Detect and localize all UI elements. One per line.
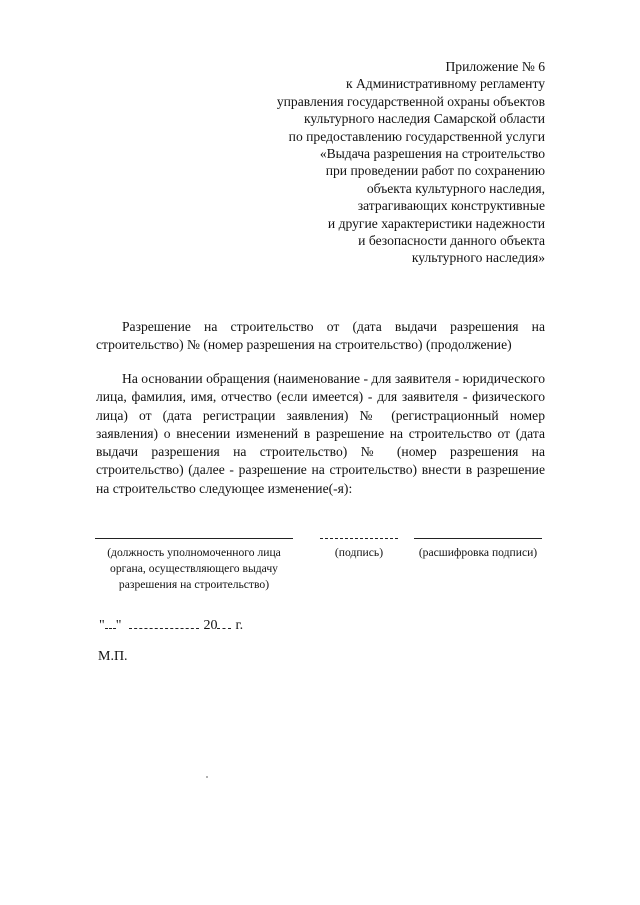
appendix-line: при проведении работ по сохранению — [325, 163, 545, 179]
appendix-line: Приложение № 6 — [445, 59, 545, 74]
signature-line — [320, 538, 398, 539]
day-blank — [105, 628, 116, 629]
appendix-line: к Административному регламенту — [345, 76, 545, 92]
signature-decoding-line — [414, 538, 542, 539]
appendix-line: культурного наследия» — [411, 250, 545, 266]
position-caption-line: органа, осуществляющего выдачу — [110, 562, 278, 575]
position-caption-line: разрешения на строительство) — [118, 578, 270, 591]
signature-caption: (подпись) — [334, 546, 384, 559]
appendix-line: управления государственной охраны объектов — [276, 93, 545, 109]
appendix-line: и безопасности данного объекта — [358, 233, 545, 249]
appendix-line: «Выдача разрешения на строительство — [319, 146, 545, 162]
position-caption-line: (должность уполномоченного лица — [107, 546, 281, 559]
date-quote-open: " — [99, 618, 105, 633]
scan-speck — [206, 776, 208, 778]
date-quote-close: " — [115, 618, 122, 633]
month-blank — [129, 628, 199, 629]
date-line — [99, 618, 243, 634]
position-caption — [88, 545, 300, 593]
appendix-header — [277, 58, 545, 267]
year-suffix: г. — [235, 618, 244, 633]
seal-label: М.П. — [98, 649, 128, 664]
permit-title-paragraph: Разрешение на строительство от (дата выдачи разрешения на строительство) № (номер разрешения на строительство) (продолжение) — [96, 319, 545, 353]
appendix-line: культурного наследия Самарской области — [303, 111, 545, 127]
year-prefix: 20 — [203, 618, 218, 633]
appendix-line: по предоставлению государственной услуги — [288, 128, 545, 144]
position-line — [95, 538, 293, 539]
appendix-line: и другие характеристики надежности — [327, 215, 545, 231]
year-blank — [217, 628, 231, 629]
appendix-line: объекта культурного наследия, — [366, 180, 545, 196]
amendment-paragraph: На основании обращения (наименование - для заявителя - юридического лица, фамилия, имя, отчество (если имеется) - для заявителя - физического лица) от (дата регистрации заявления) № (регистрационный номер заявления) о внесении изменений в разрешение на строительство от (дата выдачи разрешения на строительство) № (номер разрешения на строительство) (далее - разрешение на строительство) внести в разрешение на строительство следующее изменение(-я): — [96, 371, 545, 496]
appendix-line: затрагивающих конструктивные — [357, 198, 545, 214]
signature-decoding-caption: (расшифровка подписи) — [418, 546, 538, 559]
